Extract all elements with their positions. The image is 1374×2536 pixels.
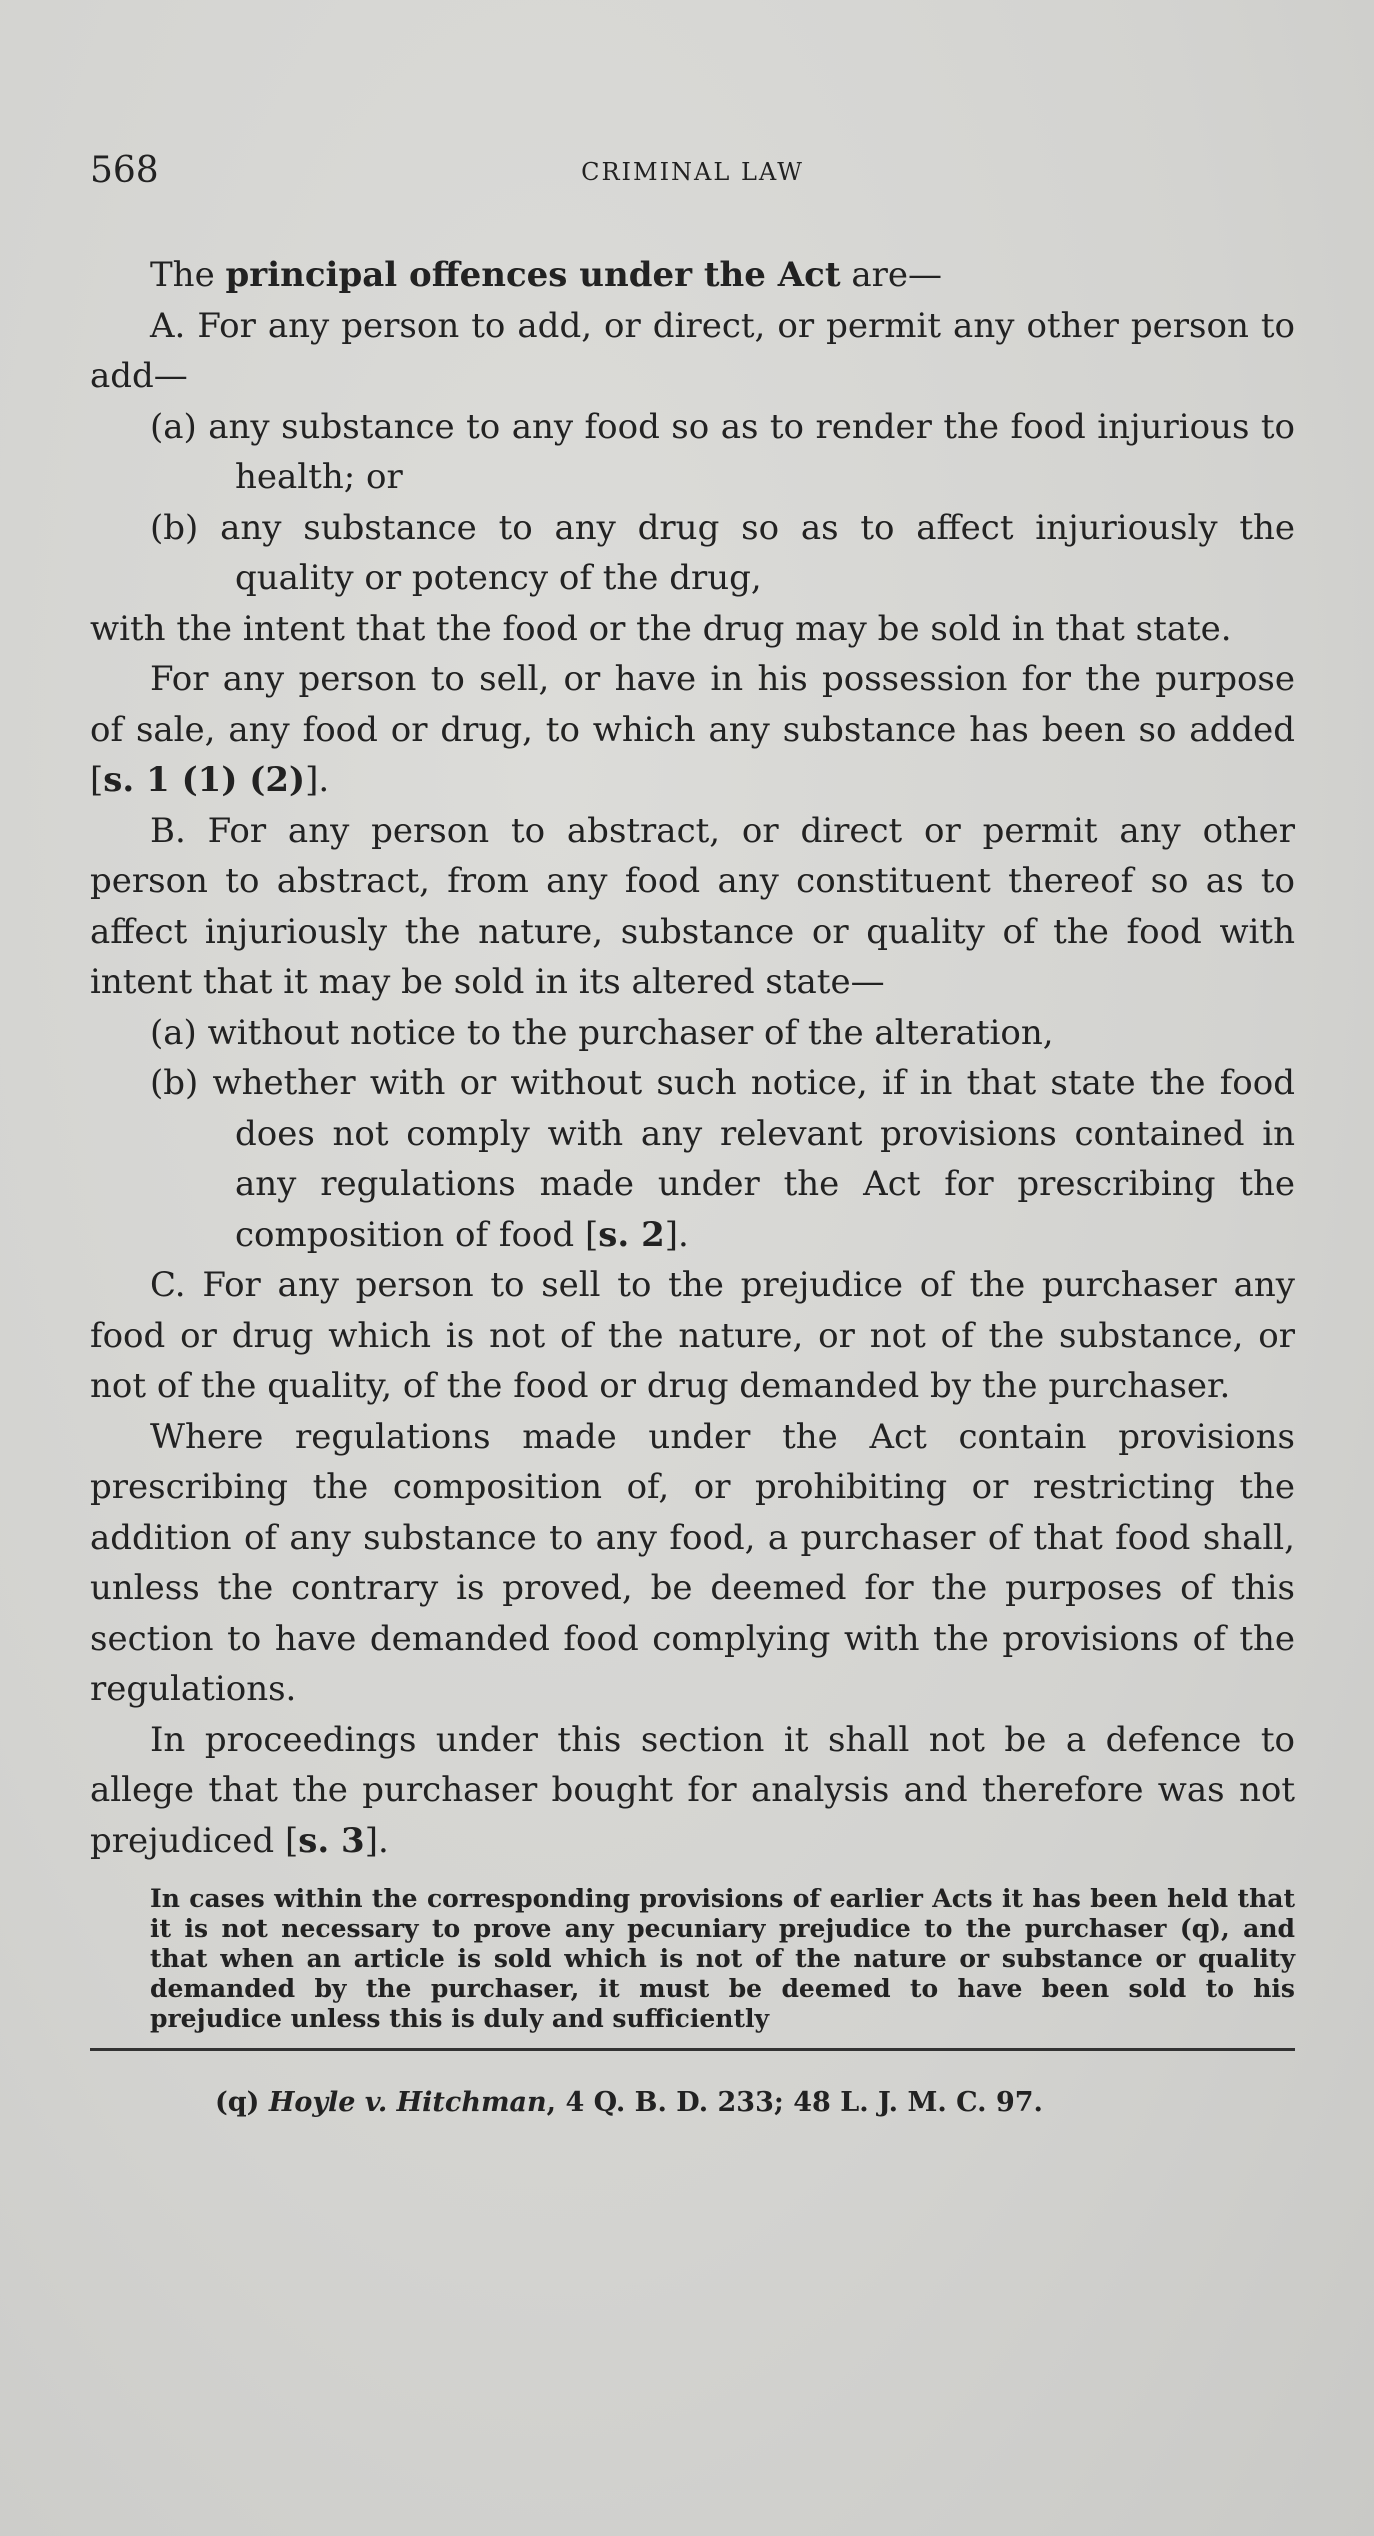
a-sell-text: For any person to sell, or have in his possession for the purpose of sale, any food or drug, to which any substance has been so added [ [90, 659, 1295, 800]
proceedings-paragraph [90, 1715, 1295, 1867]
offence-a-sell-paragraph [90, 654, 1295, 806]
offence-a-paragraph: A. For any person to add, or direct, or permit any other person to add— [90, 305, 1295, 396]
page-header [90, 150, 1295, 210]
footnote-citation: , 4 Q. B. D. 233; 48 L. J. M. C. 97. [546, 2087, 1043, 2118]
intro-bold: principal offences under the Act [225, 255, 841, 295]
offence-b-item-b [90, 1058, 1295, 1260]
offence-a-closing: with the intent that the food or the drug may be sold in that state. [90, 608, 1232, 649]
footnote-marker: (q) [215, 2087, 269, 2118]
offence-b-paragraph: B. For any person to abstract, or direct or permit any other person to abstract, from any food any constituent thereof so as to affect injuriously the nature, substance or quality of the food with intent that it may be sold in its altered state— [90, 810, 1295, 1002]
proceedings-citation: s. 3 [298, 1820, 365, 1861]
regulations-paragraph: Where regulations made under the Act contain provisions prescribing the composition of, or prohibiting or restricting the addition of any substance to any food, a purchaser of that food shall, unless the contrary is proved, be deemed for the purposes of this section to have demanded food complying with the provisions of the regulations. [90, 1416, 1295, 1709]
intro-paragraph [90, 250, 1295, 301]
body-text [90, 250, 1295, 1866]
offence-a-item-a: (a) any substance to any food so as to render the food injurious to health; or [150, 406, 1295, 497]
footnote-rule [90, 2048, 1295, 2051]
offence-c-paragraph: C. For any person to sell to the prejudice of the purchaser any food or drug which is not of the nature, or not of the substance, or not of the quality, of the food or drug demanded by the purchaser. [90, 1265, 1295, 1406]
proceedings-end: ]. [364, 1820, 389, 1861]
page [90, 150, 1295, 2118]
a-sell-citation: s. 1 (1) (2) [103, 760, 306, 800]
footnote-case-name: Hoyle v. Hitchman [268, 2087, 547, 2118]
b-item-b-text: (b) whether with or without such notice, if in that state the food does not comply with any relevant provisions contained in any regulations made under the Act for prescribing the composition of food [ [150, 1063, 1295, 1255]
proceedings-text: In proceedings under this section it shall not be a defence to allege that the purchaser bought for analysis and therefore was not prejudiced [ [90, 1719, 1295, 1861]
footnote [90, 2087, 1295, 2118]
intro-pre: The [150, 255, 226, 295]
offence-a-item-b: (b) any substance to any drug so as to affect injuriously the quality or potency of the drug, [150, 507, 1295, 598]
page-number: 568 [90, 150, 159, 191]
b-item-b-citation: s. 2 [598, 1214, 665, 1255]
running-head: CRIMINAL LAW [581, 158, 804, 186]
intro-post: are— [840, 255, 942, 295]
b-item-b-end: ]. [664, 1214, 689, 1255]
a-sell-end: ]. [305, 760, 330, 800]
small-print-note: In cases within the corresponding provisions of earlier Acts it has been held that it is not necessary to prove any pecuniary prejudice to the purchaser (q), and that when an article is sold which is not of the nature or substance or quality demanded by the purchaser, it must be deemed to have been sold to his prejudice unless this is duly and sufficiently [150, 1884, 1295, 2033]
offence-b-item-a: (a) without notice to the purchaser of the alteration, [150, 1012, 1054, 1053]
